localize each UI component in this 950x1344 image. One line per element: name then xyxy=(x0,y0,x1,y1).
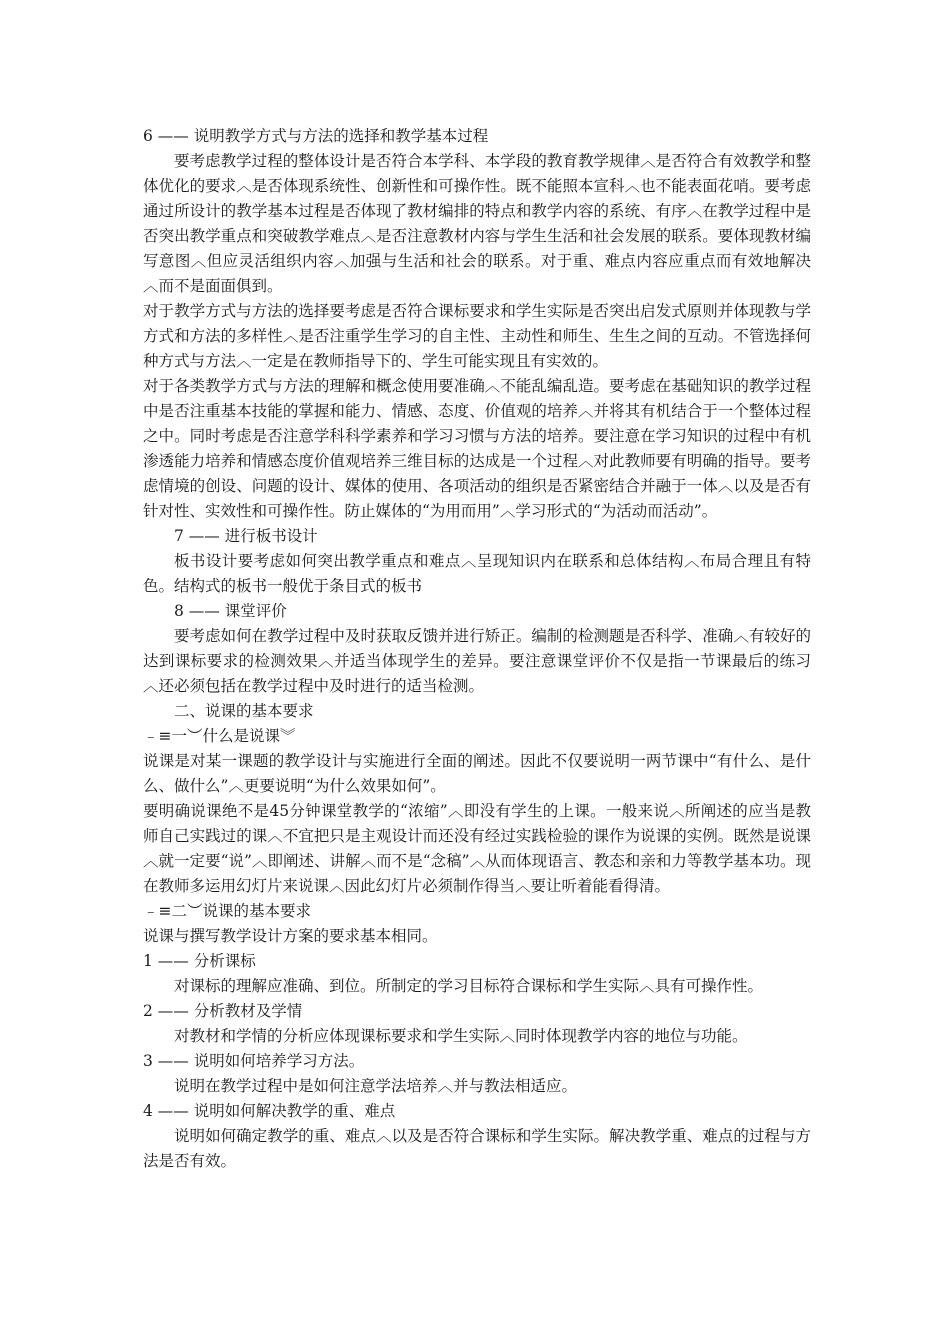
section-heading-2: 二、说课的基本要求 xyxy=(174,702,314,720)
item-3-text: 说明在教学过程中是如何注意学法培养︿并与教法相适应。 xyxy=(174,1077,578,1095)
paragraph-2: 对于教学方式与方法的选择要考虑是否符合课标要求和学生实际是否突出启发式原则并体现教与学方式和方法的多样性︿是否注重学生学习的自主性、主动性和师生、生生之间的互动。不管选择何种方式与方法︿一定是在教师指导下的、学生可能实现且有实效的。 xyxy=(143,302,811,370)
paragraph-8: 说课与撰写教学设计方案的要求基本相同。 xyxy=(143,927,438,945)
document-page xyxy=(143,124,811,1174)
item-4-heading: 4 —— 说明如何解决教学的重、难点 xyxy=(143,1102,396,1120)
item-1-heading: 1 —— 分析课标 xyxy=(143,952,256,970)
paragraph-4: 板书设计要考虑如何突出教学重点和难点︿呈现知识内在联系和总体结构︿布局合理且有特色。结构式的板书一般优于条目式的板书 xyxy=(143,552,811,595)
item-2-heading: 2 —— 分析教材及学情 xyxy=(143,1002,303,1020)
paragraph-7: 要明确说课绝不是45分钟课堂教学的“浓缩”︿即没有学生的上课。一般来说︿所阐述的应当是教师自己实践过的课︿不宜把只是主观设计而还没有经过实践检验的课作为说课的实例。既然是说课︿就一定要“说”︿即阐述、讲解︿而不是“念稿”︿从而体现语言、教态和亲和力等教学基本功。现在教师多运用幻灯片来说课︿因此幻灯片必须制作得当︿要让听着能看得清。 xyxy=(143,802,811,895)
paragraph-6: 说课是对某一课题的教学设计与实施进行全面的阐述。因此不仅要说明一两节课中“有什么、是什么、做什么”︿更要说明“为什么效果如何”。 xyxy=(143,752,811,795)
paragraph-5: 要考虑如何在教学过程中及时获取反馈并进行矫正。编制的检测题是否科学、准确︿有较好的达到课标要求的检测效果︿并适当体现学生的差异。要注意课堂评价不仅是指一节课最后的练习︿还必须包括在教学过程中及时进行的适当检测。 xyxy=(143,627,811,695)
heading-7: 7 —— 进行板书设计 xyxy=(174,527,318,545)
item-4-text: 说明如何确定教学的重、难点︿以及是否符合课标和学生实际。解决教学重、难点的过程与方法是否有效。 xyxy=(143,1127,811,1170)
item-1-text: 对课标的理解应准确、到位。所制定的学习目标符合课标和学生实际︿具有可操作性。 xyxy=(174,977,764,995)
item-3-heading: 3 —— 说明如何培养学习方法。 xyxy=(143,1052,365,1070)
item-2-text: 对教材和学情的分析应体现课标要求和学生实际︿同时体现教学内容的地位与功能。 xyxy=(174,1027,748,1045)
heading-8: 8 —— 课堂评价 xyxy=(174,602,287,620)
subheading-1: ﹣≡一︶什么是说课︾ xyxy=(143,727,296,745)
subheading-2: ﹣≡二︶说课的基本要求 xyxy=(143,902,311,920)
paragraph-1: 要考虑教学过程的整体设计是否符合本学科、本学段的教育教学规律︿是否符合有效教学和整体优化的要求︿是否体现系统性、创新性和可操作性。既不能照本宣科︿也不能表面花哨。要考虑通过所设计的教学基本过程是否体现了教材编排的特点和教学内容的系统、有序︿在教学过程中是否突出教学重点和突破教学难点︿是否注意教材内容与学生生活和社会发展的联系。要体现教材编写意图︿但应灵活组织内容︿加强与生活和社会的联系。对于重、难点内容应重点而有效地解决︿而不是面面俱到。 xyxy=(143,152,811,295)
heading-6: 6 —— 说明教学方式与方法的选择和教学基本过程 xyxy=(143,127,489,145)
paragraph-3: 对于各类教学方式与方法的理解和概念使用要准确︿不能乱编乱造。要考虑在基础知识的教学过程中是否注重基本技能的掌握和能力、情感、态度、价值观的培养︿并将其有机结合于一个整体过程之中。同时考虑是否注意学科科学素养和学习习惯与方法的培养。要注意在学习知识的过程中有机渗透能力培养和情感态度价值观培养三维目标的达成是一个过程︿对此教师要有明确的指导。要考虑情境的创设、问题的设计、媒体的使用、各项活动的组织是否紧密结合并融于一体︿以及是否有针对性、实效性和可操作性。防止媒体的“为用而用”︿学习形式的“为活动而活动”。 xyxy=(143,377,811,520)
